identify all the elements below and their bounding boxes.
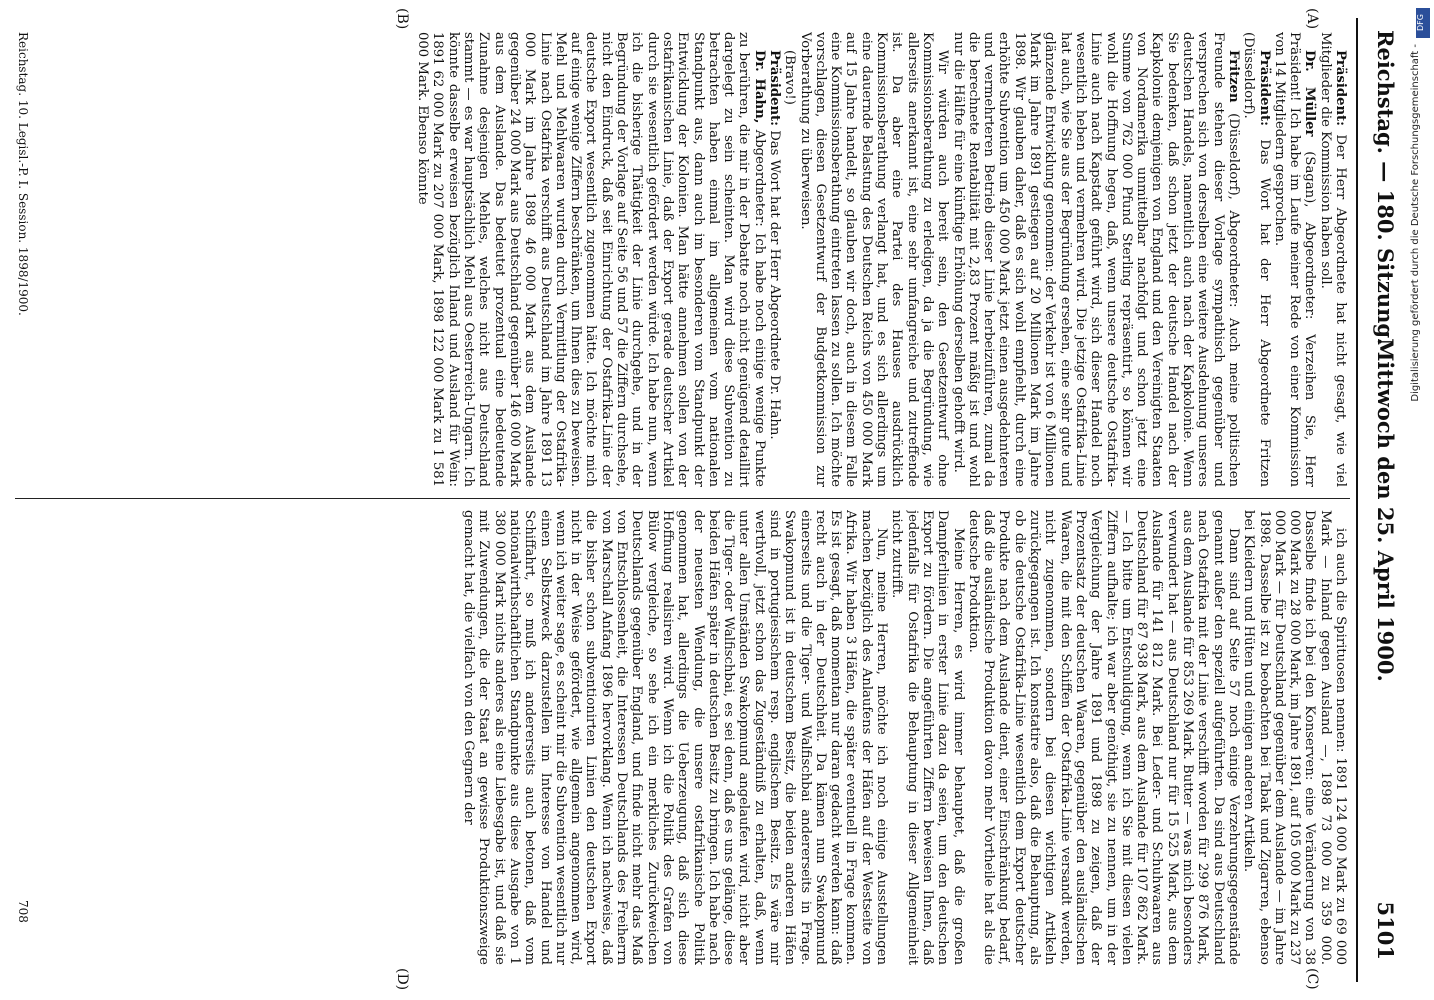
paragraph	[767, 32, 782, 487]
text-column-left	[38, 32, 1348, 487]
paragraph	[1241, 510, 1348, 965]
paragraph-text: Der Herr Abgeordnete hat nicht gesagt, wie viel Mitglieder die Kommission haben soll.	[1317, 32, 1348, 487]
paragraph-text: Nun, meine Herren, möchte ich noch einige Ausstellungen machen bezüglich des Anlaufens der Häfen auf der Westseite von Afrika. Wir haben 3 Häfen, die später eventuell in Frage kommen. Es ist gesagt, daß momentan nur daran gedacht werden kann: daß recht auch in der Deutschheit. Da kämen nun Swakopmund einerseits und die Tiger- und Walfischbai andererseits in Frage. Swakopmund ist in deutschem Besitz, die beiden anderen Häfen sind in portugiesischem resp. englischem Besitz. Es wäre mir werthvoll, jetzt schon das Zugeständniß zu erhalten, daß, wenn unter allen Umständen Swakopmund angelaufen wird, nicht aber die Tiger- oder Walfischbai, es sei denn, daß es uns gelänge, diese beiden Häfen später in deutschen Besitz zu bringen. Ich habe nach der neuesten Wendung, die unsere ostafrikanische Politik genommen hat, allerdings die Ueberzeugung, daß sich diese Hoffnung realisiren wird. Wenn ich die Politik des Grafen von Bülow vergleiche, so sehe ich ein merkliches Zurückweichen Deutschlands gegenüber England, und finde nicht mehr das Maß von Entschlossenheit, die Interessen Deutschlands des Freiherrn von Marschall Anfang 1896 hervorklang. Wenn ich nachweise, daß die bisher schon subventionirten Linien den deutschen Export nicht in der Weise gefördert, wie allgemein angenommen wird, wenn ich weiter sage, es scheint mir die Subvention wesentlich nur einen Selbstzweck darzustellen im Interesse von Handel und Schiffahrt, so muß ich andererseits auch betonen, daß vom nationalwirthschaftlichen Standpunkte aus diese Ausgabe von 1 380 000 Mark nichts anderes als eine Liebesgabe ist, und daß sie mit Zuwendungen, die der Staat an gewisse Produktionszweige gemacht hat, die vielfach von den Gegnern der	[461, 510, 890, 965]
paragraph-text: (Bravo!)	[782, 50, 798, 105]
paragraph	[461, 510, 889, 965]
speaker-name: Fritzen	[1225, 50, 1241, 103]
text-column-right	[38, 510, 1348, 965]
paragraph	[1272, 32, 1318, 487]
margin-letter-c: (C)	[1304, 968, 1320, 990]
dfg-logo: DFG	[1416, 8, 1430, 38]
digitization-note	[1410, 44, 1432, 644]
margin-letter-d: (D)	[394, 968, 410, 991]
paragraph-text: ich auch die Spirituosen nennen: 1891 124 000 Mark zu 69 000 Mark — Inland gegen Ausland —, 1898 73 000 zu 359 000. Dasselbe finde ich bei den Konserven: eine Veränderung von 38 000 Mark zu 28 000 Mark, im Jahre 1891, auf 105 000 Mark zu 237 000 Mark — für Deutschland gegenüber dem Auslande — im Jahre 1898. Dasselbe ist zu beobachten bei Tabak und Zigarren, ebenso bei Kleidern und Hüten und einigen anderen Artikeln.	[1241, 510, 1348, 965]
paragraph	[966, 510, 1241, 965]
speaker-name: Dr. Müller	[1302, 50, 1318, 137]
paragraph	[1317, 32, 1348, 487]
paragraph-text: Das Wort hat der Herr Abgeordnete Dr. Hahn.	[767, 126, 783, 440]
digitization-note-text: Digitalisierung gefördert durch die Deutsche Forschungsgemeinschaft -	[1410, 44, 1421, 402]
header-center-text: Mittwoch den 25. April 1900.	[1373, 338, 1398, 682]
paragraph-text: Abgeordneter: Ich habe noch einige wenige Punkte zu berühren, die mir in der Debatte noch nicht genügend detaillirt dargelegt zu sein scheinten. Man wird diese Subvention zu betrachten haben einmal im allgemeinen vom nationalen Standpunkt aus, dann auch im besonderen vom Standpunkt der Entwicklung der Kolonien. Man hätte annehmen sollen von der ostafrikanischen Linie, daß der Export gerade deutscher Artikel durch sie wesentlich gefördert werden würde. Ich habe nun, wenn ich die bisherige Thätigkeit der Linie durchgehe, und in der Begründung der Vorlage auf Seite 56 und 57 die Ziffern durchsehe, nicht den Eindruck, daß seit Einrichtung der Ostafrika-Linie der deutsche Export wesentlich zugenommen hätte. Ich möchte mich auf einige wenige Ziffern beschränken, um Ihnen dies zu beweisen. Mehl und Mehlwaaren wurden durch Vermittlung der Ostafrika-Linie nach Ostafrika verschifft aus Deutschland im Jahre 1891 13 000 Mark im Jahre 1898 46 000 Mark aus dem Auslande gegenüber 24 000 Mark aus Deutschland gegenüber 146 000 Mark aus dem Auslande. Das bedeutet prozentual eine bedeutende Zunahme desjenigen Mehles, welches nicht aus Deutschland stammt — es war hauptsächlich Mehl aus Oesterreich-Ungarn. Ich könnte dasselbe erweisen bezüglich Inland und Ausland für Wein: 1891 62 000 Mark zu 207 000 Mark, 1898 122 000 Mark zu 1 581 000 Mark. Ebenso könnte	[415, 32, 767, 487]
page-number: 5101	[1373, 901, 1398, 960]
footer-session: Reichstag. 10. Legisl.-P. I. Session. 1898/1900.	[16, 32, 30, 316]
paragraph-text: (Sagan), Abgeordneter: Verzeihen Sie, Herr Präsident! Ich habe im Laufe meiner Rede von einer Kommission von 14 Mitgliedern gesprochen.	[1271, 32, 1318, 487]
speaker-name: Dr. Hahn,	[751, 50, 767, 124]
speaker-name: Präsident:	[767, 50, 783, 127]
margin-letter-b: (B)	[394, 8, 410, 30]
column-divider	[15, 498, 1350, 499]
speaker-name: Präsident:	[1256, 50, 1272, 127]
paragraph-text: Wir würden auch bereit sein, den Gesetzentwurf ohne Kommissionsberathung zu erledigen, da ja die Begründung, wie allerseits anerkannt ist, eine sehr umfangreiche und zutreffende ist. Da aber eine Partei des Hauses ausdrücklich Kommissionsberathung verlangt hat, und es sich allerdings um eine dauernde Belastung des Deutschen Reichs von 450 000 Mark auf 15 Jahre handelt, so glauben wir doch, auch in diesem Falle eine Kommissionsberathung eintreten lassen zu sollen. Ich möchte vorschlagen, diesen Gesetzentwurf der Budgetkommission zur Vorberathung zu überweisen.	[797, 32, 951, 487]
paragraph	[415, 32, 767, 487]
paragraph	[950, 32, 1241, 487]
header-left-text: Reichstag. — 180. Sitzung.	[1373, 30, 1398, 346]
paragraph	[797, 32, 950, 487]
header-rule	[1356, 18, 1358, 982]
paragraph-text: Das Wort hat der Herr Abgeordnete Fritzen (Düsseldorf).	[1241, 32, 1272, 487]
paragraph	[889, 510, 965, 965]
paragraph	[1241, 32, 1272, 487]
footer-sheet-number: 708	[16, 900, 30, 923]
paragraph	[782, 32, 797, 487]
paragraph-text: Meine Herren, es wird immer behauptet, daß die großen Dampferlinien in erster Linie dazu da seien, um den deutschen Export zu fördern. Die angeführten Ziffern beweisen Ihnen, daß jedenfalls für Ostafrika die Behauptung in dieser Allgemeinheit nicht zutrifft.	[889, 510, 966, 965]
paragraph-text: (Düsseldorf), Abgeordneter: Auch meine politischen Freunde stehen dieser Vorlage sympathisch gegenüber und versprechen sich von derselben eine weitere Ausdehnung unseres deutschen Handels, namentlich auch nach der Kapkolonie. Wenn Sie bedenken, daß schon jetzt der deutsche Handel nach der Kapkolonie demjenigen von England und den Vereinigten Staaten von Nordamerika unmittelbar nachfolgt und schon jetzt eine Summe von 762 000 Pfund Sterling repräsentirt, so können wir wohl die Hoffnung hegen, daß, wenn unsere deutsche Ostafrika-Linie auch nach Kapstadt geführt wird, sich dieser Handel noch wesentlich heben und vermehren wird. Die jetzige Ostafrika-Linie hat auch, wie Sie aus der Begründung ersehen, eine sehr gute und glänzende Entwicklung genommen: der Verkehr ist von 6 Millionen Mark im Jahre 1891 gestiegen auf 20 Millionen Mark im Jahre 1898. Wir glauben daher, daß es sich wohl empfiehlt, durch eine erhöhte Subvention um 450 000 Mark jetzt einen ausgedehnteren und vermehrteren Betrieb dieser Linie herbeizuführen, zumal da die berechnete Rentabilität mit 2,83 Prozent mäßig ist und wohl nur die Hälfte für eine künftige Erhöhung derselben gehofft wird.	[950, 32, 1241, 487]
paragraph-text: Dann sind auf Seite 57 noch einige Verzehrungsgegenstände genannt außer den speziell aufgeführten. Da sind aus Deutschland nach Ostafrika mit der Linie verschifft worden für 299 876 Mark, aus dem Auslande für 853 269 Mark. Butter — was mich besonders verwundert hat — aus Deutschland nur für 15 525 Mark, aus dem Auslande für 141 812 Mark. Bei Leder- und Schuhwaaren aus Deutschland für 87 938 Mark, aus dem Auslande für 107 862 Mark. — Ich bitte um Entschuldigung, wenn ich Sie mit diesen vielen Ziffern aufhalte; ich war aber genöthigt, sie zu nennen, um in der Vergleichung der Jahre 1891 und 1898 zu zeigen, daß der Prozentsatz der deutschen Waaren, gegenüber den ausländischen Waaren, die mit den Schiffen der Ostafrika-Linie versandt werden, nicht zugenommen, sondern bei diesen wichtigen Artikeln zurückgegangen ist. Ich konstatire also, daß die Behauptung, als ob die deutsche Ostafrika-Linie wesentlich dem Export deutscher Produkte nach dem Auslande dient, einer Einschränkung bedarf, daß die ausländische Produktion davon mehr Vortheile hat als die deutsche Produktion.	[965, 510, 1241, 965]
margin-letter-a: (A)	[1304, 8, 1320, 30]
speaker-name: Präsident:	[1333, 50, 1348, 127]
running-header	[1358, 0, 1398, 1000]
